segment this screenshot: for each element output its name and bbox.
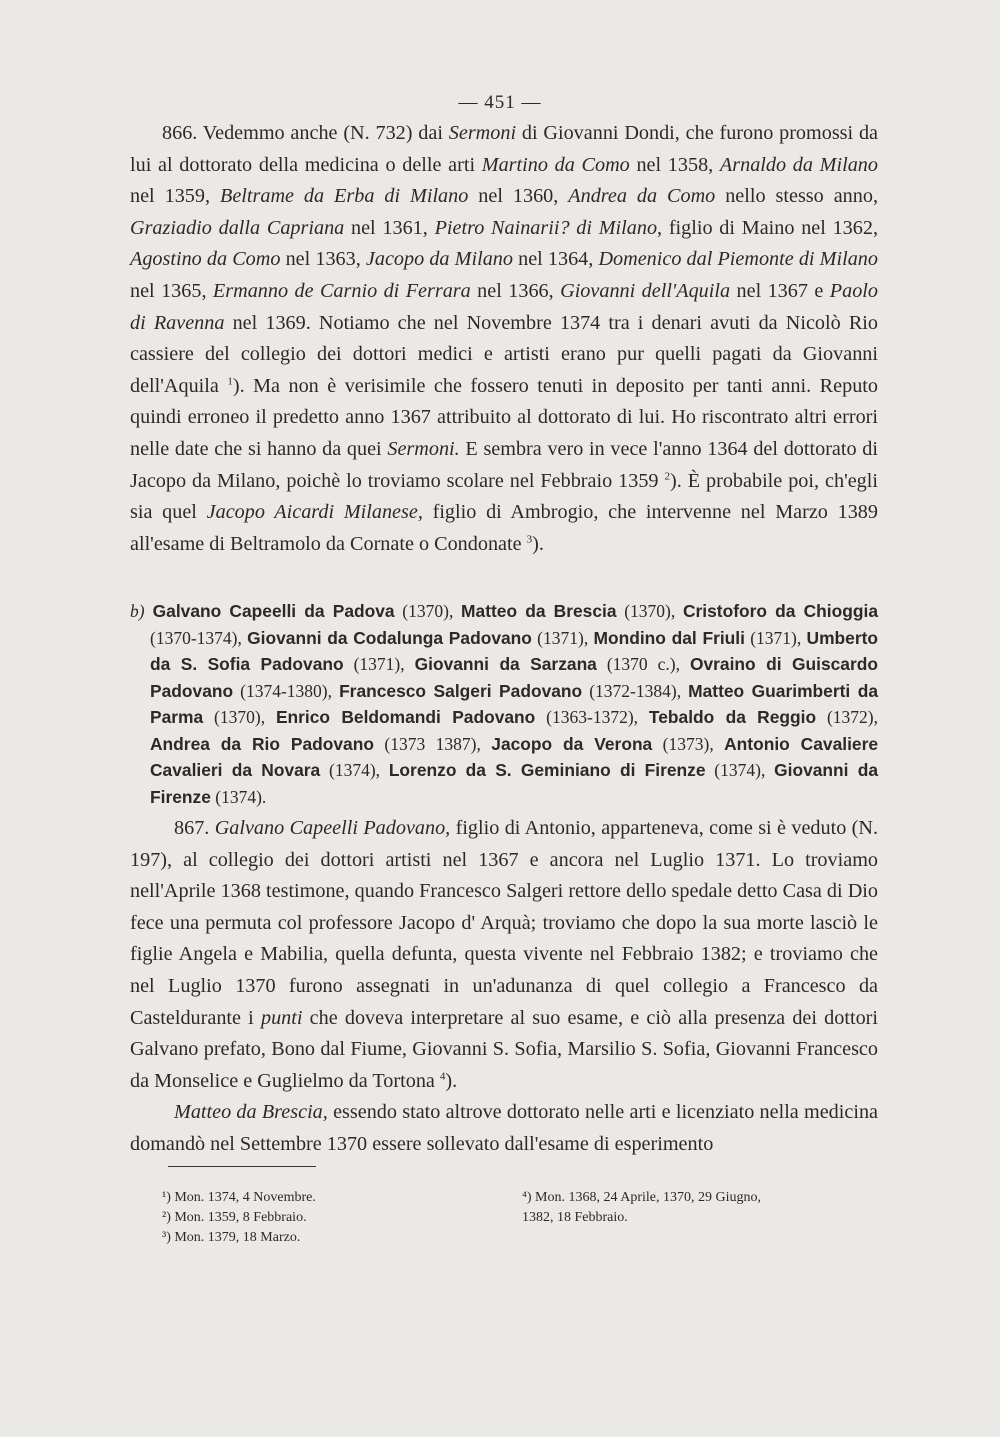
section-b-run: (1370), bbox=[203, 707, 276, 727]
para866-run: E sembra vero in vece l'anno 1364 del dottorato di Jacopo da Milano, poichè lo troviamo scolare nel Febbraio 1359 bbox=[130, 437, 878, 492]
para866-run: ). bbox=[532, 532, 544, 555]
para866-run: nello stesso anno, bbox=[715, 185, 878, 208]
section-b-run: (1374). bbox=[210, 786, 267, 807]
para867-run: 867. bbox=[174, 817, 215, 839]
section-b-run: Francesco Salgeri Padovano bbox=[339, 680, 583, 701]
para867-run: che doveva interpretare al suo esame, e ciò alla presenza dei dottori Galvano prefato, Bono dal Fiume, Giovanni S. Sofia, Marsilio S. Sofia, Giovanni Francesco da Monselice e Guglielmo da Tortona bbox=[130, 1006, 878, 1092]
section-b-run: Cristoforo da Chioggia bbox=[682, 601, 879, 621]
para867-run: 4 bbox=[439, 1070, 446, 1083]
paragraph-866 bbox=[130, 118, 878, 560]
section-b-text bbox=[130, 598, 878, 810]
footnote-4-line-1: ⁴) Mon. 1368, 24 Aprile, 1370, 29 Giugno, bbox=[522, 1190, 761, 1205]
section-b-run bbox=[145, 601, 153, 621]
footnote-3: ³) Mon. 1379, 18 Marzo. bbox=[162, 1230, 301, 1245]
para866-run: nel 1361, bbox=[344, 216, 435, 239]
section-b-run: (1373), bbox=[652, 733, 725, 754]
para866-run: nel 1358, bbox=[629, 153, 720, 176]
paragraph-866-text bbox=[130, 118, 878, 560]
para866-run: nel 1369. Notiamo che nel Novembre 1374 tra i denari avuti da Nicolò Rio cassiere del collegio dei dottori medici e artisti erano pur quelli pagati da Giovanni dell'Aquila bbox=[130, 311, 878, 397]
section-b-run: (1372), bbox=[816, 707, 879, 727]
para867-run: Galvano Capeelli Padovano, bbox=[214, 817, 451, 839]
section-b-run: (1371), bbox=[531, 627, 594, 648]
para866-run: Paolo di Ravenna bbox=[130, 279, 879, 334]
footnote-2: ²) Mon. 1359, 8 Febbraio. bbox=[162, 1210, 307, 1225]
para866-run: 2 bbox=[664, 469, 670, 482]
footnotes-right bbox=[522, 1188, 761, 1228]
para866-run: Pietro Nainarii? di Milano, bbox=[434, 216, 663, 239]
section-b-run: (1370), bbox=[394, 601, 462, 621]
footnote-1: ¹) Mon. 1374, 4 Novembre. bbox=[162, 1190, 316, 1205]
section-b-run: (1374-1380), bbox=[233, 680, 340, 701]
para866-run: Sermoni bbox=[448, 122, 517, 144]
paragraph-matteo-text bbox=[130, 1097, 878, 1160]
section-b-run: Lorenzo da S. Geminiano di Firenze bbox=[388, 760, 706, 780]
section-b-run: b) bbox=[130, 601, 145, 621]
footnote-4-line-2: 1382, 18 Febbraio. bbox=[522, 1210, 628, 1225]
section-b-run: Mondino dal Friuli bbox=[593, 627, 745, 648]
para866-run: figlio di Maino nel 1362, bbox=[662, 216, 879, 239]
para866-run: Ermanno de Carnio di Ferrara bbox=[212, 279, 471, 302]
para866-run: nel 1367 e bbox=[730, 279, 830, 302]
para866-run: ). Ma non è verisimile che fossero tenuti in deposito per tanti anni. Reputo quindi erroneo il predetto anno 1367 attribuito al dottorato di lui. Ho riscontrato altri errori nelle date che si hanno da quei bbox=[130, 374, 878, 460]
para866-run: 866. Vedemmo anche (N. 732) dai bbox=[162, 122, 449, 144]
section-b-run: Antonio Cavaliere Cavalieri da Novara bbox=[150, 733, 879, 780]
para866-run: 1 bbox=[227, 375, 233, 388]
para866-run: Jacopo da Milano bbox=[365, 248, 513, 271]
section-b-run: Matteo da Brescia bbox=[461, 601, 617, 621]
para866-run: figlio di Ambrogio, che intervenne nel Marzo 1389 all'esame di Beltramolo da Cornate o Condonate bbox=[130, 501, 878, 555]
para867-run: figlio di Antonio, apparteneva, come si è veduto (N. 197), al collegio dei dottori artisti nel 1367 e ancora nel Luglio 1371. Lo troviamo nell'Aprile 1368 testimone, quando Francesco Salgeri rettore dello spedale detto Casa di Dio fece una permuta col professore Jacopo d' Arquà; troviamo che dopo la sua morte lasciò le figlie Angela e Mabilia, quella defunta, questa vivente nel Febbraio 1382; e troviamo che nel Luglio 1370 furono assegnati in un'adunanza di quel collegio a Francesco da Casteldurante i bbox=[130, 817, 878, 1029]
section-b-run: (1370), bbox=[616, 601, 683, 621]
section-b-run: (1371), bbox=[744, 627, 807, 648]
section-b-run: Galvano Capeelli da Padova bbox=[152, 601, 395, 621]
para866-run: nel 1360, bbox=[468, 185, 569, 208]
section-b-run: (1370 c.), bbox=[596, 654, 690, 674]
para-matteo-run: Matteo da Brescia, bbox=[174, 1101, 328, 1124]
para866-run: nel 1365, bbox=[130, 279, 213, 302]
para866-run: Arnaldo da Milano bbox=[719, 153, 878, 176]
para866-run: Martino da Como bbox=[481, 153, 630, 176]
section-b-run: Giovanni da Firenze bbox=[150, 760, 879, 807]
para866-run: Jacopo Aicardi Milanese, bbox=[206, 501, 423, 524]
footnote-divider bbox=[168, 1166, 316, 1167]
section-b-run: Ovraino di Guiscardo Padovano bbox=[150, 654, 878, 701]
paragraph-867-text bbox=[130, 813, 878, 1097]
section-b-run: Umberto da S. Sofia Padovano bbox=[150, 627, 879, 674]
section-b-run: (1372-1384), bbox=[582, 680, 689, 701]
section-b-run: (1374), bbox=[320, 760, 389, 780]
para866-run: Andrea da Como bbox=[568, 185, 716, 208]
section-b-run: (1371), bbox=[343, 654, 415, 674]
para866-run: 3 bbox=[526, 532, 533, 545]
section-b-run: (1370-1374), bbox=[150, 627, 248, 648]
section-b-run: Enrico Beldomandi Padovano bbox=[275, 707, 536, 727]
section-b-list bbox=[130, 598, 878, 810]
para867-run: ). bbox=[445, 1069, 458, 1092]
section-b-run: Giovanni da Codalunga Padovano bbox=[247, 627, 532, 648]
section-b-run: Matteo Guarimberti da Parma bbox=[150, 680, 879, 727]
section-b-run: Giovanni da Sarzana bbox=[414, 654, 597, 674]
para866-run: Beltrame da Erba di Milano bbox=[219, 185, 469, 208]
paragraph-867 bbox=[130, 813, 878, 1161]
page-number: — 451 — bbox=[458, 92, 542, 113]
para866-run: Graziadio dalla Capriana bbox=[130, 216, 345, 239]
section-b-run: Tebaldo da Reggio bbox=[648, 707, 817, 727]
para866-run: nel 1366, bbox=[470, 279, 561, 302]
para-matteo-run: essendo stato altrove dottorato nelle arti e licenziato nella medicina domandò nel Settembre 1370 essere sollevato dall'esame di esperimento bbox=[130, 1101, 878, 1155]
para866-run: nel 1364, bbox=[512, 248, 599, 271]
para866-run: di Giovanni Dondi, che furono promossi da lui al dottorato della medicina o delle arti bbox=[130, 122, 878, 176]
para866-run: ). È probabile poi, ch'egli sia quel bbox=[130, 469, 878, 524]
para866-run: Domenico dal Piemonte di Milano bbox=[598, 248, 878, 271]
section-b-run: (1363-1372), bbox=[535, 707, 649, 727]
para867-run: punti bbox=[260, 1006, 303, 1029]
para866-run: Giovanni dell'Aquila bbox=[560, 279, 731, 302]
footnotes-left bbox=[162, 1188, 316, 1248]
section-b-run: Jacopo da Verona bbox=[491, 733, 653, 754]
para866-run: Sermoni. bbox=[387, 437, 460, 460]
para866-run: nel 1359, bbox=[130, 185, 220, 208]
section-b-run: (1374), bbox=[705, 760, 775, 780]
section-b-run: (1373 1387), bbox=[373, 733, 492, 754]
section-b-run: Andrea da Rio Padovano bbox=[150, 733, 374, 754]
para866-run: nel 1363, bbox=[280, 248, 366, 271]
para866-run: Agostino da Como bbox=[130, 248, 281, 271]
